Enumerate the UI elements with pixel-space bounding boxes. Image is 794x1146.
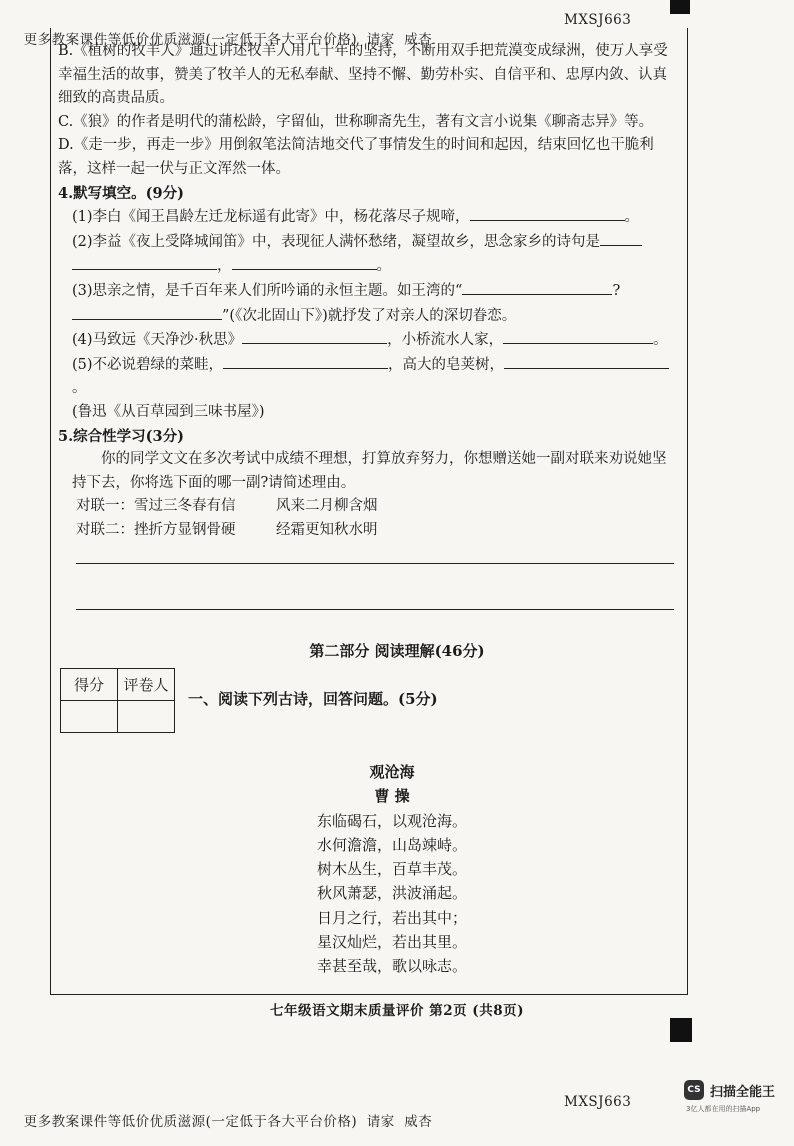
footer-banner-code: MXSJ663: [564, 1094, 632, 1110]
q4-item3-cont-text: ”(《次北固山下》)就抒发了对亲人的深切眷恋。: [222, 307, 517, 324]
option-b: B.《植树的牧羊人》通过讲述牧羊人用几十年的坚持，不断用双手把荒漠变成绿洲，使万人享受幸福生活的故事，赞美了牧羊人的无私奉献、坚持不懈、勤劳朴实、自信平和、忠厚内敛、认真细致的高贵品质。: [58, 43, 668, 107]
poem-line: 星汉灿烂，若出其里。: [316, 933, 467, 952]
option-d: D.《走一步，再走一步》用倒叙笔法简洁地交代了事情发生的时间和起因，结束回忆也干脆利落，这样一起一伏与正文浑然一体。: [58, 137, 654, 177]
q4-item3: [58, 279, 680, 304]
couplet-1: [58, 495, 680, 519]
q4-item1-text: (1)李白《闻王昌龄左迁龙标遥有此寄》中，杨花落尽子规啼，: [72, 209, 470, 226]
q4-item3-cont: [58, 304, 680, 329]
header-banner-text: 更多教案课件等低价优质滋源(一定低于各大平台价格) 请家 威杏: [23, 32, 433, 48]
q4-item5-blank-1[interactable]: [223, 353, 388, 369]
q4-item4-blank-1[interactable]: [242, 328, 387, 344]
q4-item4-text: (4)马致远《天净沙·秋思》: [72, 332, 243, 349]
poem-title: 观沧海: [369, 763, 415, 781]
poem-line: 日月之行，若出其中；: [316, 908, 467, 927]
reading-question-1: 一、阅读下列古诗，回答问题。(5分): [188, 690, 438, 708]
q4-item3-blank-2[interactable]: [72, 304, 222, 320]
q4-item2-end: 。: [376, 258, 391, 275]
poem-line: 幸甚至哉，歌以咏志。: [316, 957, 467, 976]
score-cell[interactable]: [61, 701, 118, 733]
q4-item3-text: (3)思亲之情，是千百年来人们所吟诵的永恒主题。如王湾的“: [72, 282, 463, 299]
q4-item2-cont: [58, 254, 680, 279]
q4-item5-middle: ，高大的皂荚树，: [388, 356, 505, 373]
q4-item1: [58, 205, 680, 230]
scanner-logo-name: 扫描全能王: [710, 1085, 776, 1100]
poem: [0, 760, 784, 979]
scanner-logo-icon: CS: [684, 1080, 704, 1100]
poem-line: 东临碣石，以观沧海。: [316, 811, 467, 830]
couplet-1-second: 风来二月柳含烟: [276, 498, 378, 515]
q4-item1-end: 。: [624, 209, 640, 226]
couplet-1-first: 对联一：雪过三冬春有信: [76, 498, 236, 515]
q4-item4: [58, 328, 680, 353]
q4-item5-text: (5)不必说碧绿的菜畦，: [72, 356, 224, 373]
q4-item5-source: (鲁迅《从百草园到三味书屋》): [72, 403, 265, 420]
couplet-2-second: 经霜更知秋水明: [276, 521, 378, 538]
q4-item3-question-mark: ?: [612, 282, 621, 299]
q4-heading: 4.默写填空。(9分): [58, 184, 184, 202]
q4-item4-middle: ，小桥流水人家，: [387, 332, 504, 349]
couplet-2-first: 对联二：挫折方显钢骨硬: [76, 521, 236, 538]
grader-cell[interactable]: [118, 701, 175, 733]
header-banner-code: MXSJ663: [564, 12, 632, 28]
q4-item2-blank-2[interactable]: [72, 254, 217, 270]
q4-item1-blank[interactable]: [470, 205, 625, 221]
q5-answer-line-2[interactable]: [76, 609, 674, 610]
option-c: C.《狼》的作者是明代的蒲松龄，字留仙，世称聊斋先生，著有文言小说集《聊斋志异》等。: [58, 113, 654, 130]
q4-item5: [58, 353, 680, 401]
q4-item2-text: (2)李益《夜上受降城闻笛》中，表现征人满怀愁绪，凝望故乡，思念家乡的诗句是: [72, 233, 601, 250]
score-header: 得分: [61, 669, 118, 701]
poem-author: 曹 操: [374, 787, 410, 806]
score-table: [60, 668, 175, 733]
poem-line: 树木丛生，百草丰茂。: [316, 860, 467, 879]
q4-item4-end: 。: [653, 332, 668, 349]
grader-header: 评卷人: [118, 669, 175, 701]
footer-banner: [14, 1094, 632, 1146]
scanner-logo: [684, 1080, 794, 1116]
q4-item5-blank-2[interactable]: [504, 353, 669, 369]
poem-line: 水何澹澹，山岛竦峙。: [316, 835, 467, 854]
part2-title: 第二部分 阅读理解(46分): [309, 642, 485, 660]
exam-content: [58, 40, 680, 542]
page-footer: 七年级语文期末质量评价 第2页 (共8页): [270, 1003, 524, 1019]
q4-item2-comma: ，: [217, 258, 232, 275]
q4-item5-end: 。: [72, 380, 87, 397]
registration-mark-bottom: [670, 1018, 692, 1042]
q4-item2-blank-3[interactable]: [232, 254, 377, 270]
q4-item2: [58, 230, 680, 255]
footer-banner-text: 更多教案课件等低价优质滋源(一定低于各大平台价格) 请家 威杏: [23, 1114, 433, 1130]
q4-item2-blank-1[interactable]: [600, 230, 642, 246]
q5-heading: 5.综合性学习(3分): [58, 427, 184, 445]
q4-item4-blank-2[interactable]: [503, 328, 653, 344]
q4-item3-blank-1[interactable]: [462, 279, 612, 295]
scanner-logo-tagline: 3亿人都在用的扫描App: [686, 1105, 761, 1113]
registration-mark-top: [670, 0, 690, 14]
poem-line: 秋风萧瑟，洪波涌起。: [316, 884, 467, 903]
couplet-2: [58, 519, 680, 543]
q5-answer-line-1[interactable]: [76, 563, 674, 564]
q5-prompt: 你的同学文文在多次考试中成绩不理想，打算放弃努力，你想赠送她一副对联来劝说她坚持下去，你将选下面的哪一副?请简述理由。: [72, 451, 667, 491]
